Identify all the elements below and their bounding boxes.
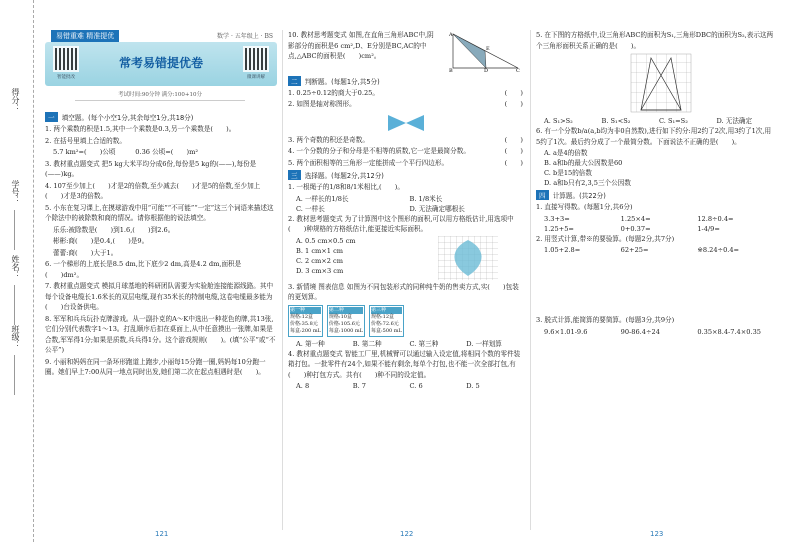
qr-caption-right: 微课讲解 — [247, 75, 265, 80]
question-sub: 乐乐:被除数是( )到1.6,( )到2.6。 — [53, 225, 175, 234]
section-number: 二 — [288, 76, 301, 86]
section-heading — [536, 190, 774, 200]
options: A. 一样长的1/8长 B. 1/8米长 — [296, 194, 443, 203]
question: 6. 有一个分数b/a(a,b均为非0自然数),进行如下约分:用2约了2次,用3约了1次,用5约了1次。最后约分成了一个最简分数。下面说法不正确的是( )。 — [536, 127, 772, 146]
qr-caption-left: 智能批改 — [57, 75, 75, 80]
question-sub: 彬彬:商( )是0.4,( )是9。 — [53, 237, 149, 245]
judge-item: 3. 两个奇数的积还是奇数。 ( ) — [288, 135, 523, 144]
page-number: 123 — [650, 530, 664, 538]
exam-meta: 考试时间:90分钟 满分:100+10分 — [75, 90, 245, 101]
svg-text:C: C — [516, 68, 520, 72]
triangle-grid-figure — [536, 52, 774, 114]
question: 6. 一个梯形的上底长是8.5 dm,比下底少2 dm,高是4.2 dm,面积是( )dm²。 — [45, 260, 242, 279]
question: 3. 脱式计算,能简算的要简算。(每题3分,共9分) — [536, 316, 675, 324]
column-divider — [282, 30, 283, 530]
judge-item: 4. 一个分数的分子和分母是不相等的质数,它一定是最简分数。 ( ) — [288, 147, 523, 155]
cut-line — [33, 0, 34, 542]
svg-text:B: B — [449, 68, 453, 72]
question: 5. 小东在复习课上,在摸球游戏中用“可能”“不可能”“一定”这三个词语来描述这个除法中的被除数和商的情况。请你根据他的说法填空。 — [45, 203, 274, 222]
class-line — [14, 355, 15, 395]
binding-strip — [0, 0, 42, 542]
milk-pack-3: 第三种 规格:12盒 价格:72.6元 每盒:500 mL — [369, 305, 404, 337]
question: 3. 教材重点题变式 把5 kg大米平均分成6份,每份是5 kg的(——),每份是(——)kg。 — [45, 159, 257, 178]
svg-text:D: D — [484, 68, 489, 72]
calc-row: 1.05+2.8= 62+25= ※8.24÷0.4= — [544, 246, 740, 254]
option[interactable]: A. a是4的倍数 — [544, 149, 588, 157]
question: 3. 新情境 图表信息 如图为不同包装形式的同种纯牛奶的售卖方式,实( )包装的更划算。 — [288, 282, 519, 301]
qr-code-icon[interactable] — [53, 46, 79, 72]
option[interactable]: B. 1 cm×1 cm — [296, 246, 344, 255]
answer-paren[interactable]: ( ) — [504, 135, 523, 144]
options: A. 第一种 B. 第二种 C. 第三种 D. 一样划算 — [296, 339, 502, 348]
option[interactable]: D. a和b只有2,3,5三个公因数 — [544, 179, 631, 187]
title-banner — [45, 42, 277, 86]
question: 4. 教材重点题变式 智能工厂里,机械臂可以通过输入设定值,将相同个数的零件装箱打包。一批零件有24个,如果不能有剩余,每单个打包,也不能一次全部打包,有( )种打包方式。共有( )种不同的设定值。 — [288, 349, 521, 379]
triangle-figure — [448, 30, 523, 72]
column-1 — [45, 110, 277, 379]
column-2 — [288, 30, 523, 391]
page-title: 常考易错提优卷 — [118, 56, 203, 70]
student-id-label: 学号： — [11, 180, 20, 204]
section-number: 三 — [288, 170, 301, 180]
section-title: 填空题。(每个小空1分,其余每空1分,共18分) — [61, 114, 194, 122]
question: 2. 用竖式计算,带※的要验算。(每题2分,共7分) — [536, 234, 675, 243]
section-heading — [45, 112, 277, 122]
question: 2. 在括号里填上合适的数。 — [45, 136, 126, 145]
milk-pack-1: 第一种 规格:12盒 价格:35.8元 每盒:200 mL — [288, 305, 323, 337]
milk-pack-2: 第二种 规格:10盒 价格:105.6元 每盒:1000 mL — [327, 305, 365, 337]
question-sub: 蕾蕾:商( )大于1。 — [53, 248, 118, 257]
option[interactable]: A. 0.5 cm×0.5 cm — [296, 236, 356, 245]
column-3 — [536, 30, 774, 337]
judge-item: 5. 两个面积相等的三角形一定能拼成一个平行四边形。 ( ) — [288, 158, 523, 167]
option[interactable]: D. 3 cm×3 cm — [296, 266, 344, 275]
option[interactable]: C. b是15的倍数 — [544, 169, 592, 177]
question: 1. 两个乘数的积是1.5,其中一个乘数是0.3,另一个乘数是( )。 — [45, 125, 236, 133]
options: A. S₁>S₂ B. S₁<S₂ C. S₁=S₂ D. 无法确定 — [544, 117, 753, 125]
section-title: 选择题。(每题2分,共12分) — [304, 172, 384, 180]
leaf-grid-figure — [438, 236, 498, 280]
svg-text:A: A — [449, 32, 453, 38]
judge-item: 1. 0.25÷0.12的商大于0.25。 ( ) — [288, 88, 523, 97]
section-number: 四 — [536, 190, 549, 200]
question: 4. 107至少加上( )才是2的倍数,至少减去( )才是5的倍数,至少加上( )才是3的倍数。 — [45, 181, 261, 200]
section-title: 计算题。(共22分) — [552, 192, 606, 200]
class-label: 班级： — [11, 325, 20, 349]
answer-paren[interactable]: ( ) — [504, 100, 523, 108]
svg-text:E: E — [486, 46, 490, 52]
question: 10. 教材思考题变式 如图,在直角三角形ABC中,阴影部分的面积是6 cm²,D、E分别是BC,AC的中点,△ABC的面积是( )cm²。 — [288, 31, 434, 60]
calc-row: 9.6×1.01-9.6 90-86.4÷24 0.35×8.4-7.4×0.35 — [544, 327, 761, 336]
question: 1. 直接写得数。(每题1分,共6分) — [536, 203, 633, 211]
question: 2. 教材思考题变式 为了计算图中这个图形的面积,可以用方格纸估计,用选项中( )种规格的方格纸估计,能更接近实际面积。 — [288, 214, 514, 233]
name-label: 姓名： — [11, 255, 20, 279]
question: 5. 在下图的方格纸中,设三角形ABC的面积为S₁,三角形DBC的面积为S₂,表示这两个三角形面积关系正确的是( )。 — [536, 31, 774, 50]
option[interactable]: C. 2 cm×2 cm — [296, 256, 343, 265]
answer-paren[interactable]: ( ) — [504, 88, 523, 97]
qr-code-icon[interactable] — [243, 46, 269, 72]
section-heading — [288, 76, 523, 86]
question: 9. 小丽和妈妈在同一条环形跑道上跑步,小丽每15分跑一圈,妈妈每10分跑一圈。她们早上7:00从同一地点同时出发,她们第二次在起点相遇时是( )。 — [45, 357, 266, 376]
section-number: 一 — [45, 112, 58, 122]
question: 7. 教材重点题变式 模拟月球基地的科研团队需要为实验舱连接能源线路。其中每个设备电缆长1.6米长的双层电缆,现有35米长的特制电缆,这卷电缆最多能为( )台设备供电。 — [45, 282, 274, 311]
answer-paren[interactable]: ( ) — [504, 147, 523, 155]
judge-item: 2. 如图是轴对称图形。 ( ) — [288, 100, 523, 108]
question: 8. 军军和兵兵玩扑克牌游戏。从一副扑克的A～K中选出一种花色的牌,共13张,它们分别代表数字1～13。打乱顺序后扣在桌面上,从中任意摸出一张牌,如果是合数,军军得1分;如果是质数,兵兵得1分。这个游戏规则( )。(填“公平”或“不公平”) — [45, 314, 276, 354]
page-number: 121 — [155, 530, 169, 538]
options: C. 一样长 D. 无法确定哪根长 — [296, 204, 465, 213]
milk-packs — [288, 305, 523, 337]
section-title: 判断题。(每题1分,共5分) — [304, 77, 380, 86]
section-heading — [288, 170, 523, 180]
id-line — [14, 210, 15, 250]
answer-paren[interactable]: ( ) — [504, 158, 523, 167]
exam-header — [45, 28, 277, 108]
grade-label: 数学 · 五年级上 · BS — [217, 33, 273, 40]
name-line — [14, 285, 15, 325]
question: 1. 一根绳子的1/8和8/1米相比,( )。 — [288, 183, 404, 191]
bowtie-figure — [288, 111, 523, 133]
page-number: 122 — [400, 530, 414, 538]
column-divider — [530, 30, 531, 530]
question-sub: 5.7 km²=( )公顷 0.36 公顷=( )m² — [53, 148, 199, 156]
option[interactable]: B. a和b的最大公因数是60 — [544, 159, 623, 167]
options: A. 8 B. 7 C. 6 D. 5 — [296, 382, 480, 390]
tagline: 易错重难 精准提优 — [51, 30, 119, 42]
score-label: 得分： — [11, 88, 20, 112]
calc-row: 3.3+3= 1.25×4= 12.8÷0.4= — [544, 214, 734, 223]
grid-question-area — [288, 236, 523, 282]
calc-row: 1.25+5= 0+0.37= 1-4/9= — [544, 224, 720, 233]
